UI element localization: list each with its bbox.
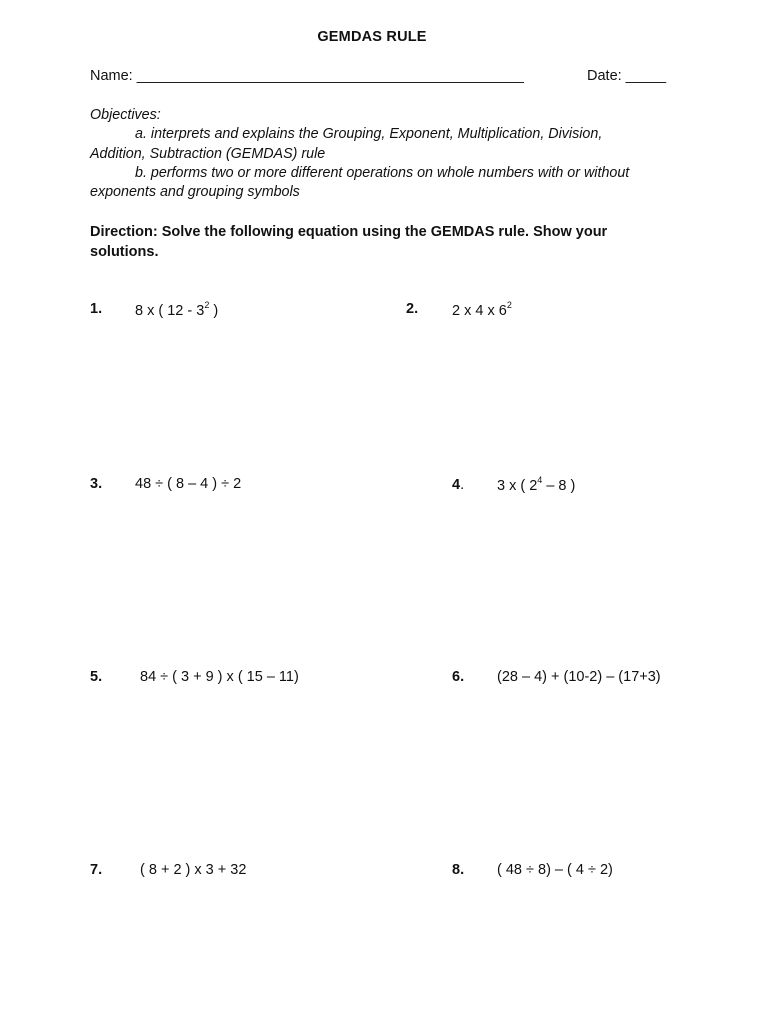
objective-a-line1: a. interprets and explains the Grouping, Exponent, Multiplication, Division, (135, 126, 603, 142)
objective-b-line2: exponents and grouping symbols (90, 184, 300, 200)
problem-2-number: 2. (406, 301, 419, 317)
problem-6-number: 6. (452, 669, 465, 685)
problem-3-number: 3. (90, 476, 103, 492)
date-field: Date: _____ (587, 68, 667, 84)
direction-text: Direction: Solve the following equation using the GEMDAS rule. Show your solutions. (90, 224, 608, 260)
problem-4-tail: – 8 ) (542, 477, 576, 494)
problem-8-number: 8. (452, 862, 465, 878)
problem-4-dot: . (460, 477, 465, 493)
problem-1-number: 1. (90, 301, 103, 317)
problem-8-expression: ( 48 ÷ 8) – ( 4 ÷ 2) (497, 862, 613, 878)
problem-2-exponent: 2 (506, 300, 512, 310)
problem-2-expression (452, 301, 512, 319)
problem-4-number (452, 476, 464, 493)
problem-6-expression: (28 – 4) + (10-2) – (17+3) (497, 669, 661, 685)
problem-1-exponent: 2 (204, 300, 210, 310)
problem-7-expression: ( 8 + 2 ) x 3 + 32 (140, 862, 247, 878)
objectives-heading: Objectives: (90, 107, 161, 123)
problem-4-expression (497, 476, 575, 494)
objective-a-line2: Addition, Subtraction (GEMDAS) rule (90, 146, 326, 162)
problem-1-tail: ) (209, 302, 219, 319)
problem-2-base: 2 x 4 x 6 (452, 302, 507, 319)
problem-4-exponent: 4 (537, 475, 543, 485)
worksheet-title: GEMDAS RULE (317, 29, 427, 45)
problem-4-base: 3 x ( 2 (497, 477, 538, 494)
problem-5-number: 5. (90, 669, 103, 685)
problem-7-number: 7. (90, 862, 103, 878)
problem-5-expression: 84 ÷ ( 3 + 9 ) x ( 15 – 11) (140, 669, 299, 685)
problem-1-expression (135, 301, 218, 319)
problem-1-base: 8 x ( 12 - 3 (135, 302, 205, 319)
problem-4-digit: 4 (452, 477, 461, 493)
name-field: Name: ________________________________________________ (90, 68, 524, 84)
objective-b-line1: b. performs two or more different operations on whole numbers with or without (135, 165, 630, 181)
problem-3-expression: 48 ÷ ( 8 – 4 ) ÷ 2 (135, 476, 242, 492)
